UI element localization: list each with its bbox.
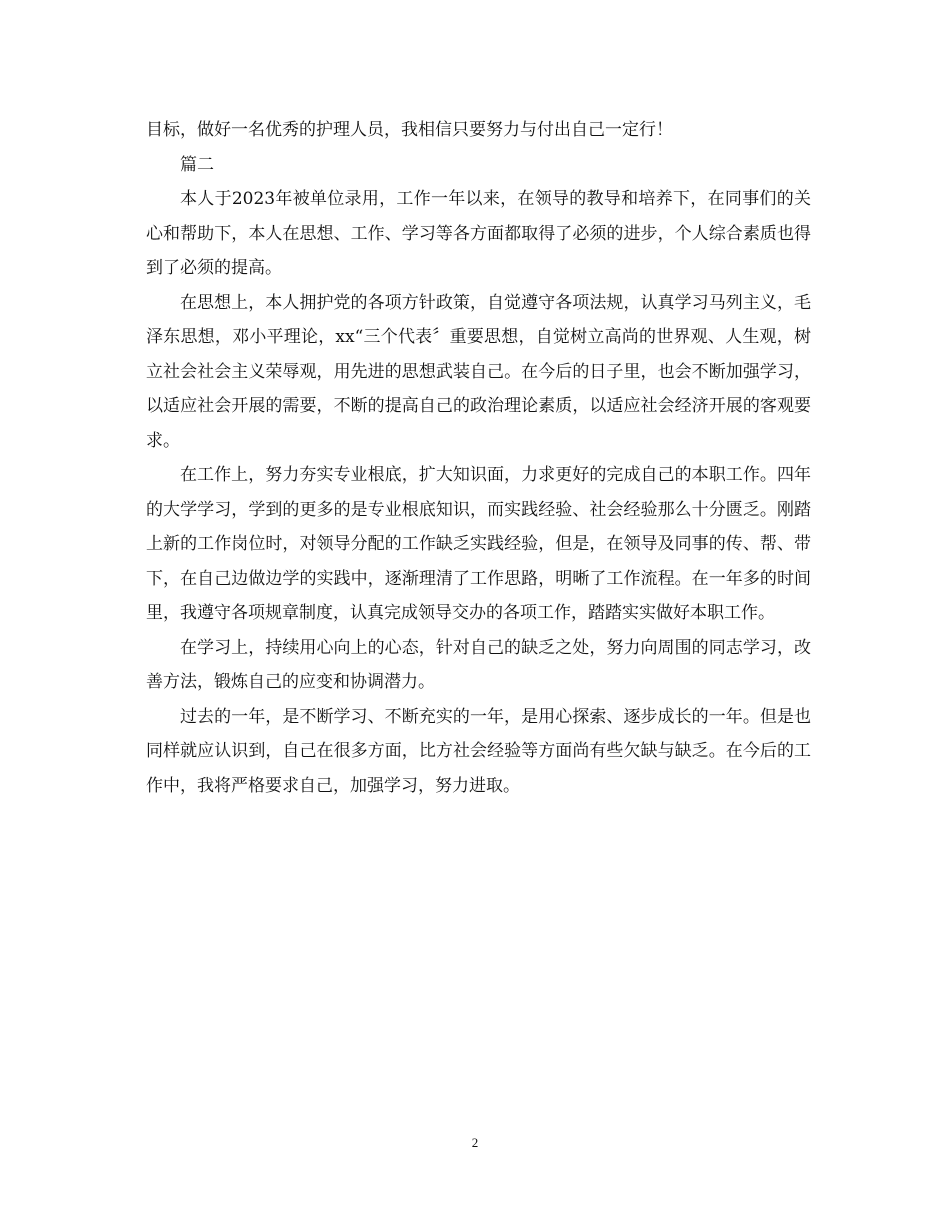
paragraph: 在思想上，本人拥护党的各项方针政策，自觉遵守各项法规，认真学习马列主义，毛泽东思想，邓小平理论，xx“三个代表〞重要思想，自觉树立高尚的世界观、人生观，树立社会社会主义荣辱观，用先进的思想武装自己。在今后的日子里，也会不断加强学习，以适应社会开展的需要，不断的提高自己的政治理论素质，以适应社会经济开展的客观要求。: [146, 292, 811, 451]
paragraph: 在学习上，持续用心向上的心态，针对自己的缺乏之处，努力向周围的同志学习，改善方法，锻炼自己的应变和协调潜力。: [146, 637, 811, 692]
paragraph-continuation: 目标，做好一名优秀的护理人员，我相信只要努力与付出自己一定行！: [146, 120, 673, 140]
page-number: 2: [471, 1135, 479, 1150]
paragraph: 本人于2023年被单位录用，工作一年以来，在领导的教导和培养下，在同事们的关心和帮助下，本人在思想、工作、学习等各方面都取得了必须的进步，个人综合素质也得到了必须的提高。: [146, 189, 811, 278]
document-body: [146, 113, 811, 803]
paragraph: 过去的一年，是不断学习、不断充实的一年，是用心探索、逐步成长的一年。但是也同样就应认识到，自己在很多方面，比方社会经验等方面尚有些欠缺与缺乏。在今后的工作中，我将严格要求自己，加强学习，努力进取。: [146, 706, 811, 796]
section-heading: 篇二: [180, 154, 214, 175]
paragraph: 在工作上，努力夯实专业根底，扩大知识面，力求更好的完成自己的本职工作。四年的大学学习，学到的更多的是专业根底知识，而实践经验、社会经验那么十分匮乏。刚踏上新的工作岗位时，对领导分配的工作缺乏实践经验，但是，在领导及同事的传、帮、带下，在自己边做边学的实践中，逐渐理清了工作思路，明晰了工作流程。在一年多的时间里，我遵守各项规章制度，认真完成领导交办的各项工作，踏踏实实做好本职工作。: [146, 465, 811, 623]
